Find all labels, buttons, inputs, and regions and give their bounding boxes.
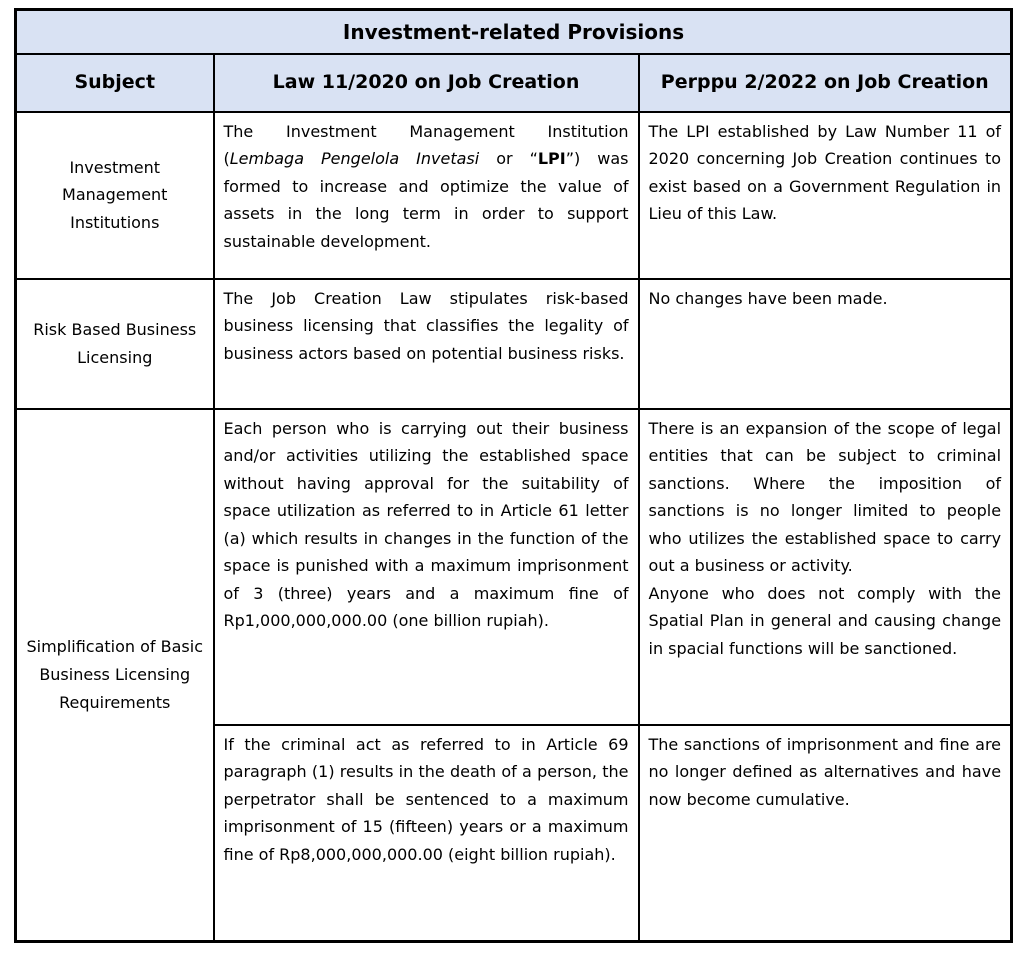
table-title-row — [16, 10, 1012, 54]
table-row-simplification-a — [16, 409, 1012, 725]
provisions-table — [14, 8, 1013, 943]
column-header-perppu: Perppu 2/2022 on Job Creation — [639, 54, 1012, 112]
law-cell: The Job Creation Law stipulates risk-based business licensing that classifies the legality of business actors based on potential business risks. — [214, 279, 639, 409]
perppu-cell: The sanctions of imprisonment and fine are no longer defined as alternatives and have now become cumulative. — [639, 725, 1012, 942]
text-segment: ”) was formed to increase and optimize the value of assets in the long term in order to support sustainable development. — [223, 149, 629, 251]
column-header-law: Law 11/2020 on Job Creation — [214, 54, 639, 112]
law-cell — [214, 112, 639, 279]
paragraph: Anyone who does not comply with the Spatial Plan in general and causing change in spacial functions will be sanctioned. — [648, 583, 1002, 658]
perppu-cell: The LPI established by Law Number 11 of 2020 concerning Job Creation continues to exist based on a Government Regulation in Lieu of this Law. — [639, 112, 1012, 279]
subject-cell: Simplification of Basic Business Licensing Requirements — [16, 409, 214, 942]
perppu-cell — [639, 409, 1012, 725]
law-cell: If the criminal act as referred to in Article 69 paragraph (1) results in the death of a person, the perpetrator shall be sentenced to a maximum imprisonment of 15 (fifteen) years or a maximum fine of Rp8,000,000,000.00 (eight billion rupiah). — [214, 725, 639, 942]
subject-cell: Investment Management Institutions — [16, 112, 214, 279]
text-segment: The Investment Management Institution ( — [223, 121, 629, 169]
text-segment: or “ — [479, 149, 538, 169]
table-title: Investment-related Provisions — [16, 10, 1012, 54]
perppu-cell: No changes have been made. — [639, 279, 1012, 409]
table-row-risk-based-licensing — [16, 279, 1012, 409]
text-segment-bold: LPI — [537, 149, 566, 169]
column-header-subject: Subject — [16, 54, 214, 112]
table-header-row — [16, 54, 1012, 112]
paragraph: There is an expansion of the scope of legal entities that can be subject to criminal sanctions. Where the imposition of sanctions is no longer limited to people who utilizes the established space to carry out a business or activity. — [648, 418, 1002, 576]
law-cell: Each person who is carrying out their business and/or activities utilizing the established space without having approval for the suitability of space utilization as referred to in Article 61 letter (a) which results in changes in the function of the space is punished with a maximum imprisonment of 3 (three) years and a maximum fine of Rp1,000,000,000.00 (one billion rupiah). — [214, 409, 639, 725]
table-row-investment-management — [16, 112, 1012, 279]
text-segment-italic: Lembaga Pengelola Invetasi — [229, 149, 480, 169]
subject-cell: Risk Based Business Licensing — [16, 279, 214, 409]
